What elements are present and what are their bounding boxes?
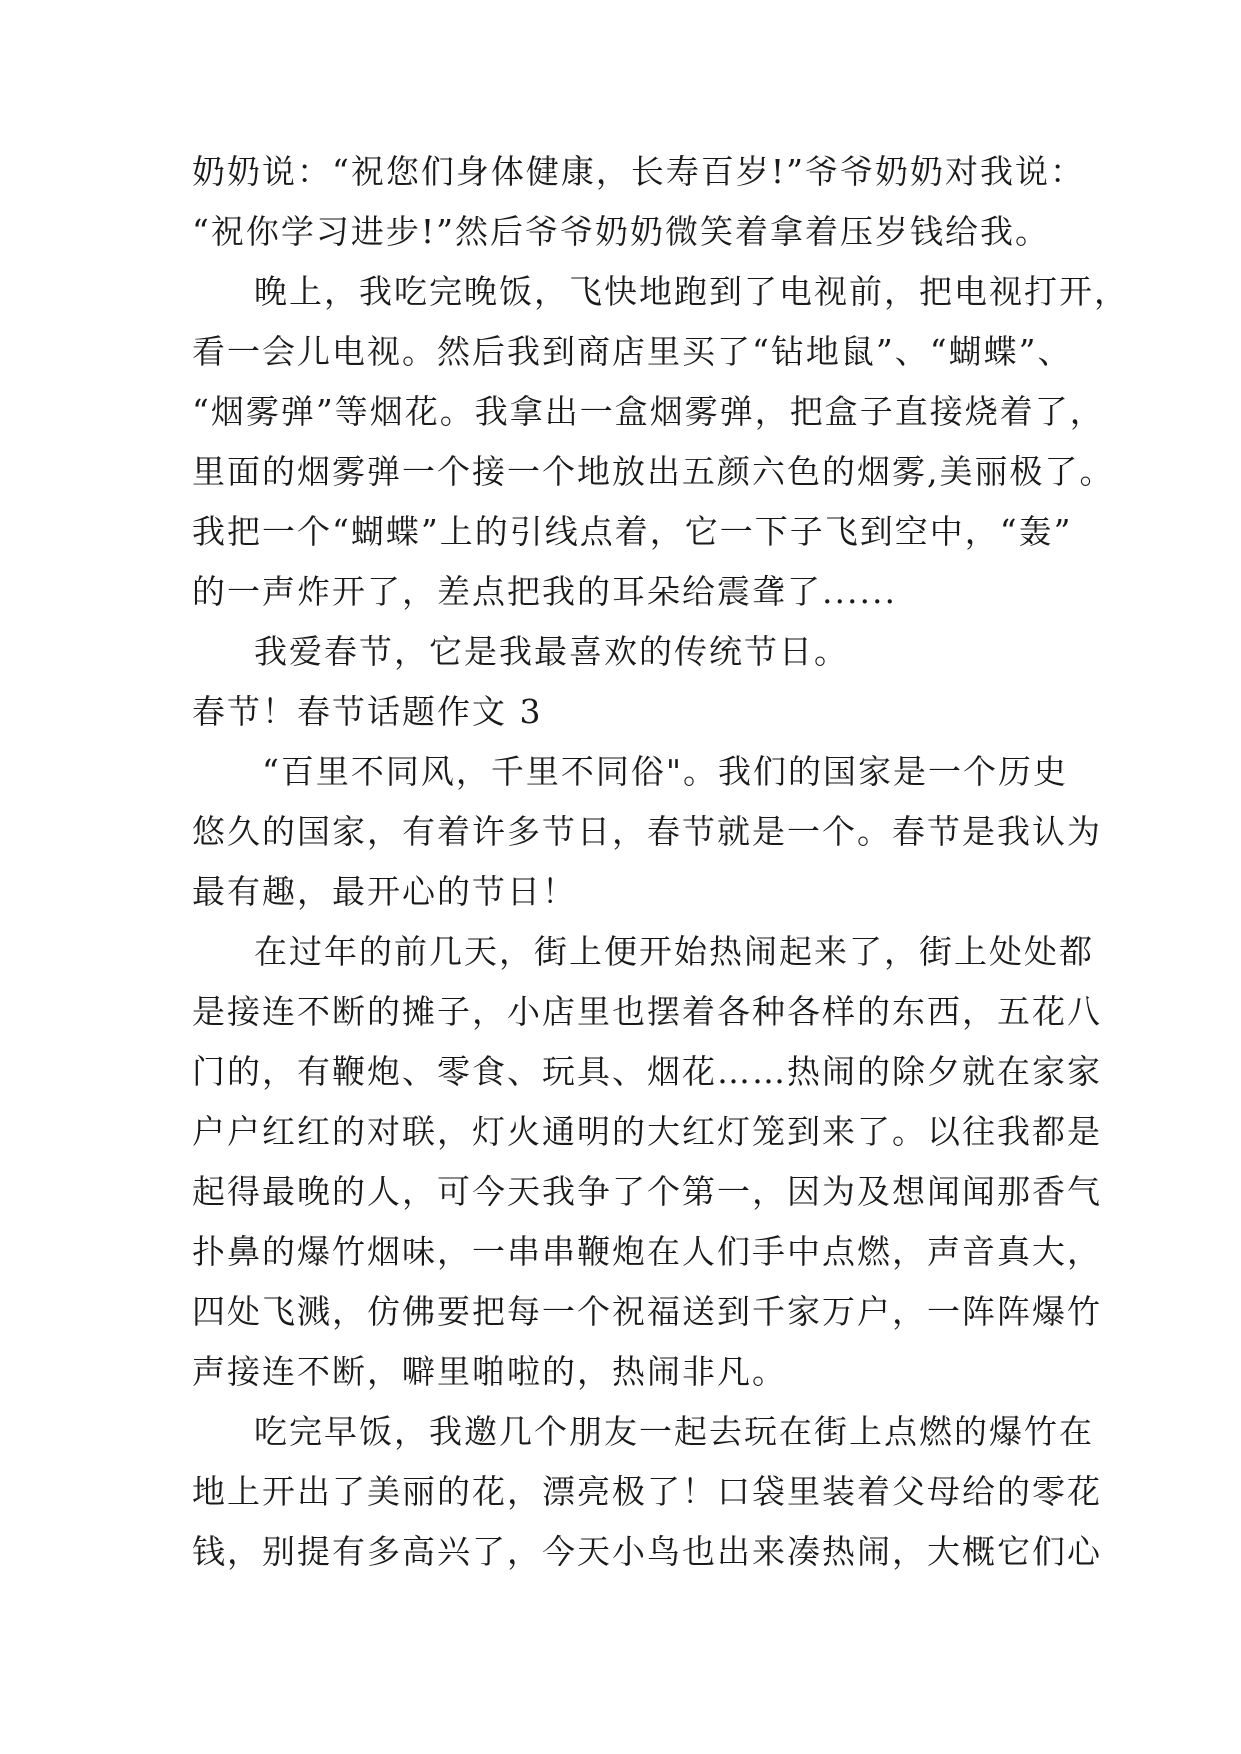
text-line: “祝你学习进步!”然后爷爷奶奶微笑着拿着压岁钱给我。 — [192, 212, 1051, 251]
text-line: 最有趣，最开心的节日！ — [192, 872, 577, 911]
text-line: 地上开出了美丽的花，漂亮极了！口袋里装着父母给的零花 — [192, 1472, 1102, 1511]
text-line: 钱，别提有多高兴了，今天小鸟也出来凑热闹，大概它们心 — [192, 1532, 1102, 1571]
text-line: 四处飞溅，仿佛要把每一个祝福送到千家万户，一阵阵爆竹 — [192, 1292, 1102, 1331]
section-heading: 春节！春节话题作文 3 — [192, 692, 543, 731]
text-line: 门的，有鞭炮、零食、玩具、烟花……热闹的除夕就在家家 — [192, 1052, 1102, 1091]
text-line: 起得最晚的人，可今天我争了个第一，因为及想闻闻那香气 — [192, 1172, 1102, 1211]
text-line: 悠久的国家，有着许多节日，春节就是一个。春节是我认为 — [192, 812, 1102, 851]
text-line: 我把一个“蝴蝶”上的引线点着，它一下子飞到空中，“轰” — [192, 512, 1073, 551]
text-line: 户户红红的对联，灯火通明的大红灯笼到来了。以往我都是 — [192, 1112, 1102, 1151]
text-line: 的一声炸开了，差点把我的耳朵给震聋了...... — [192, 572, 897, 611]
text-line: 扑鼻的爆竹烟味，一串串鞭炮在人们手中点燃，声音真大， — [192, 1232, 1102, 1271]
paragraph-line: 晚上，我吃完晚饭，飞快地跑到了电视前，把电视打开， — [254, 272, 1129, 311]
paragraph-line: 吃完早饭，我邀几个朋友一起去玩在街上点燃的爆竹在 — [254, 1412, 1094, 1451]
text-line: 里面的烟雾弹一个接一个地放出五颜六色的烟雾,美丽极了。 — [192, 452, 1115, 491]
text-line: 声接连不断，噼里啪啦的，热闹非凡。 — [192, 1352, 787, 1391]
text-line: “烟雾弹”等烟花。我拿出一盒烟雾弹，把盒子直接烧着了， — [192, 392, 1105, 431]
paragraph-line: “百里不同风，千里不同俗"。我们的国家是一个历史 — [262, 752, 1069, 791]
paragraph-line: 我爱春节，它是我最喜欢的传统节日。 — [254, 632, 849, 671]
text-line: 看一会儿电视。然后我到商店里买了“钻地鼠”、“蝴蝶”、 — [192, 332, 1073, 371]
paragraph-line: 在过年的前几天，街上便开始热闹起来了，街上处处都 — [254, 932, 1094, 971]
text-line: 奶奶说：“祝您们身体健康，长寿百岁!”爷爷奶奶对我说： — [192, 152, 1086, 191]
text-line: 是接连不断的摊子，小店里也摆着各种各样的东西，五花八 — [192, 992, 1102, 1031]
